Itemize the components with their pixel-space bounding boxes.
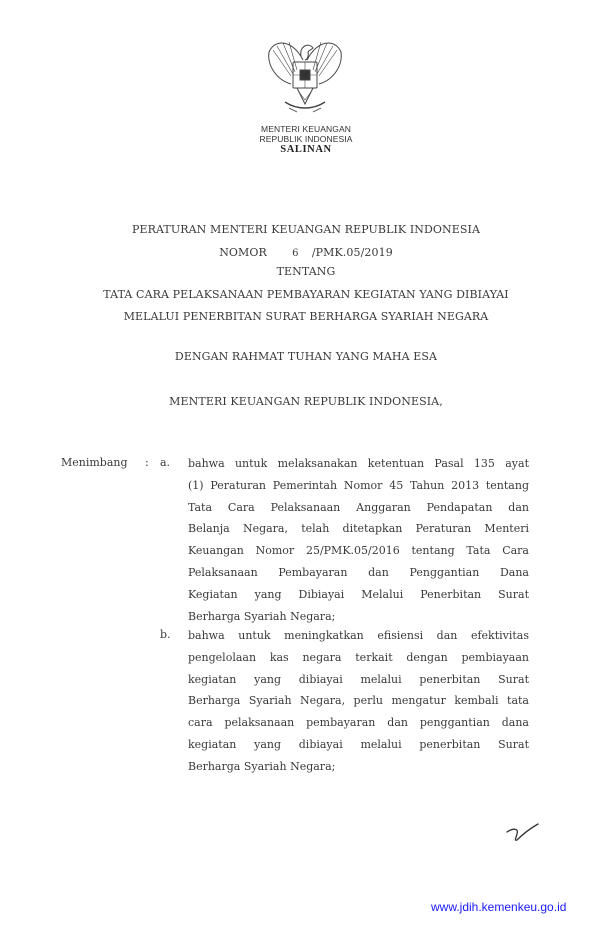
jdih-url-link[interactable]: www.jdih.kemenkeu.go.id xyxy=(431,900,567,914)
text-line: pengelolaan kas negara terkait dengan pembiayaan xyxy=(188,650,529,664)
text-line: Pelaksanaan Pembayaran dan Penggantian Dana xyxy=(188,565,529,579)
menimbang-label: Menimbang xyxy=(61,456,128,469)
regulation-number xyxy=(0,246,612,261)
text-line: bahwa untuk meningkatkan efisiensi dan efektivitas xyxy=(188,629,529,642)
subject-line-1: TATA CARA PELAKSANAAN PEMBAYARAN KEGIATAN YANG DIBIAYAI xyxy=(103,288,509,301)
blessing-line: DENGAN RAHMAT TUHAN YANG MAHA ESA xyxy=(174,350,438,363)
ministry-line-1: MENTERI KEUANGAN xyxy=(261,124,351,134)
salinan-mark: SALINAN xyxy=(280,144,332,155)
authority-line: MENTERI KEUANGAN REPUBLIK INDONESIA, xyxy=(169,395,443,408)
ministry-line-2: REPUBLIK INDONESIA xyxy=(259,134,353,144)
nomor-value: 6 xyxy=(292,248,299,259)
nomor-suffix: /PMK.05/2019 xyxy=(311,246,393,259)
subject-line-2: MELALUI PENERBITAN SURAT BERHARGA SYARIAH NEGARA xyxy=(123,310,489,323)
text-line: Berharga Syariah Negara; xyxy=(188,759,336,773)
text-line: Belanja Negara, telah ditetapkan Peraturan Menteri xyxy=(188,522,529,536)
text-line: (1) Peraturan Pemerintah Nomor 45 Tahun 2013 tentang xyxy=(188,478,529,492)
text-line: kegiatan yang dibiayai melalui penerbitan Surat xyxy=(188,737,529,751)
text-line: Tata Cara Pelaksanaan Anggaran Pendapatan dan xyxy=(188,500,529,514)
menimbang-colon: : xyxy=(145,456,149,469)
regulation-title: PERATURAN MENTERI KEUANGAN REPUBLIK INDONESIA xyxy=(131,223,481,236)
text-line: bahwa untuk melaksanakan ketentuan Pasal 135 ayat xyxy=(188,457,529,470)
text-line: Kegiatan yang Dibiayai Melalui Penerbitan Surat xyxy=(188,587,529,601)
text-line: Keuangan Nomor 25/PMK.05/2016 tentang Tata Cara xyxy=(188,544,529,558)
item-b-marker: b. xyxy=(160,628,171,641)
text-line: Berharga Syariah Negara; xyxy=(188,609,336,623)
item-a-marker: a. xyxy=(160,456,171,469)
tentang-label: TENTANG xyxy=(276,265,336,278)
signature-initial-icon xyxy=(505,820,541,844)
text-line: cara pelaksanaan pembayaran dan penggantian dana xyxy=(188,716,529,730)
nomor-label: NOMOR xyxy=(219,246,267,259)
text-line: kegiatan yang dibiayai melalui penerbitan Surat xyxy=(188,672,529,686)
consideration-b xyxy=(188,625,529,778)
text-line: Berharga Syariah Negara, perlu mengatur kembali tata xyxy=(188,694,529,708)
consideration-a xyxy=(188,453,529,627)
garuda-emblem-icon xyxy=(263,30,347,120)
